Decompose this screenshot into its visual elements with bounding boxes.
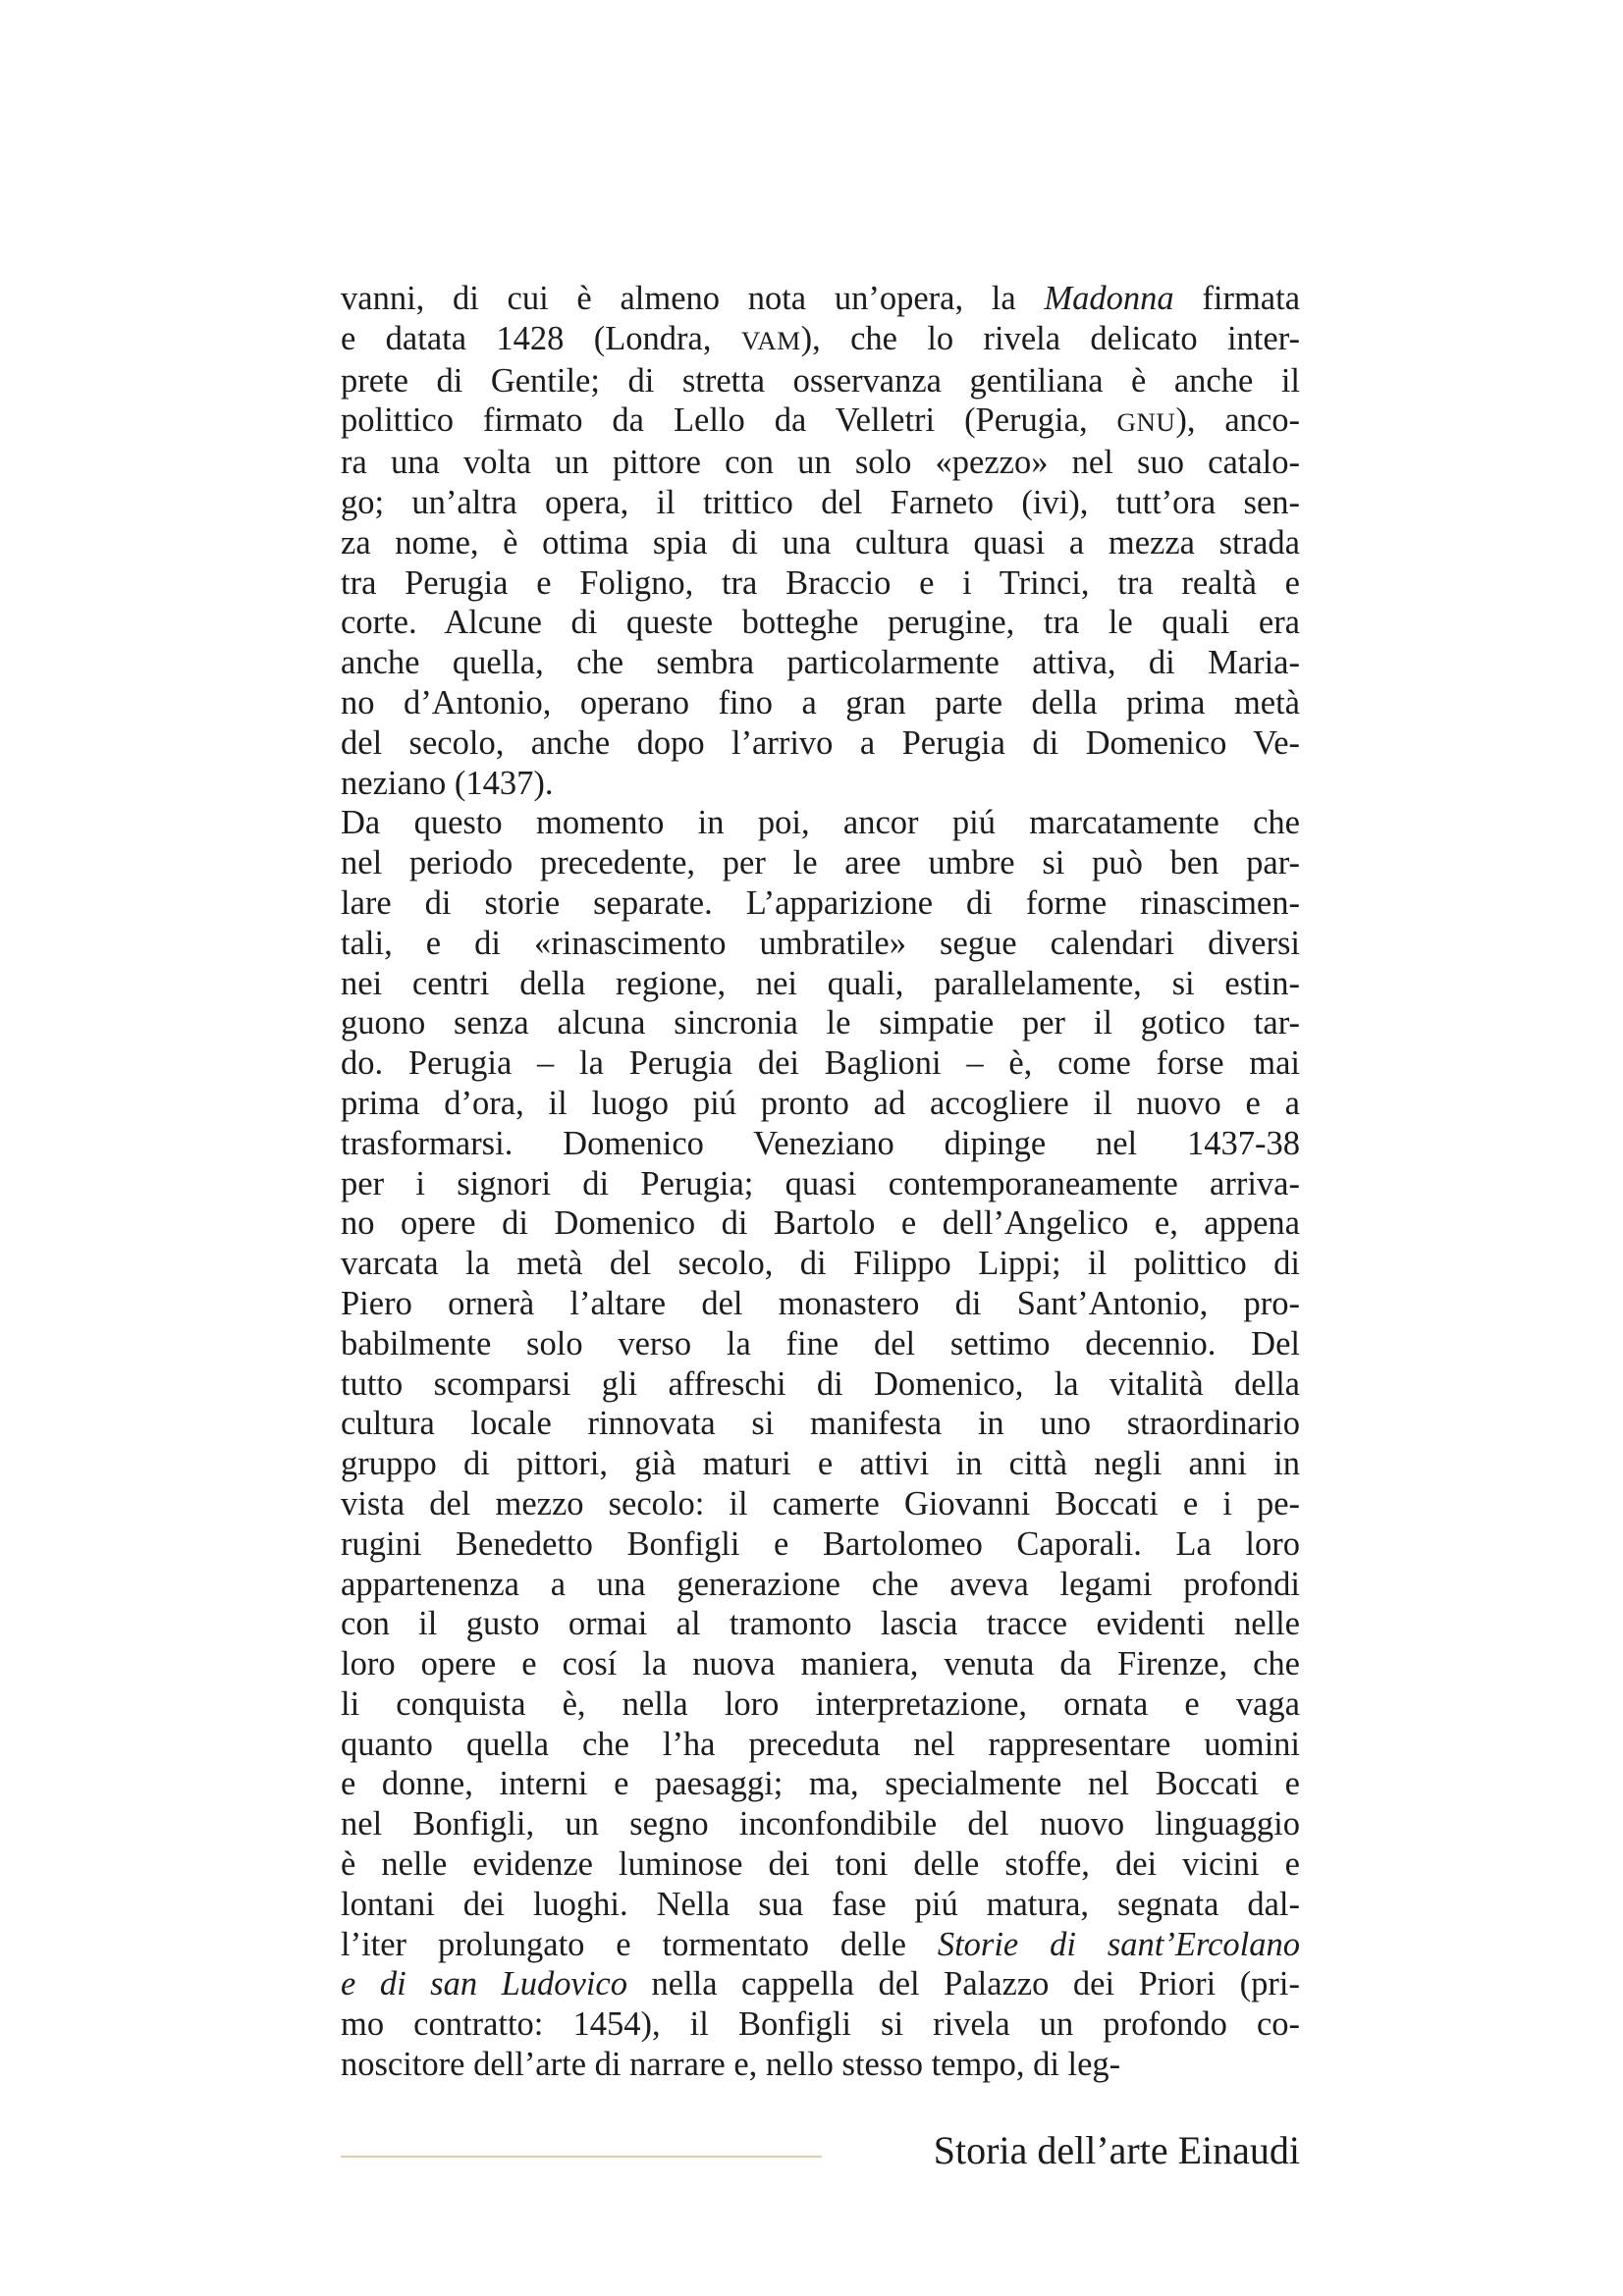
text-line: [341, 2004, 1300, 2045]
small-caps-text: GNU: [1116, 407, 1176, 438]
italic-text: Madonna: [1044, 280, 1174, 317]
body-text: [341, 279, 1300, 2085]
text-line: [341, 964, 1300, 1004]
italic-text: e di san Ludovico: [341, 1965, 627, 2003]
text-run: za nome, è ottima spia di una cultura quasi a mezza strada: [341, 523, 1300, 561]
text-run: anche quella, che sembra particolarmente attiva, di Maria-: [341, 644, 1300, 682]
text-run: tutto scomparsi gli affreschi di Domenico, la vitalità della: [341, 1364, 1300, 1403]
text-run: appartenenza a una generazione che aveva legami profondi: [341, 1565, 1300, 1603]
text-run: varcata la metà del secolo, di Filippo Lippi; il polittico di: [341, 1245, 1300, 1283]
text-line: [341, 1284, 1300, 1324]
text-run: quanto quella che l’ha preceduta nel rappresentare uomini: [341, 1725, 1300, 1763]
text-line: [341, 723, 1300, 764]
text-line: [341, 1324, 1300, 1364]
text-line: [341, 1043, 1300, 1084]
text-run: go; un’altra opera, il trittico del Farneto (ivi), tutt’ora sen-: [341, 483, 1300, 521]
text-run: guono senza alcuna sincronia le simpatie per il gotico tar-: [341, 1004, 1300, 1042]
text-run: l’iter prolungato e tormentato delle: [341, 1925, 938, 1963]
text-run: no opere di Domenico di Bartolo e dell’Angelico e, appena: [341, 1204, 1300, 1243]
text-run: prima d’ora, il luogo piú pronto ad accogliere il nuovo e a: [341, 1084, 1300, 1122]
text-run: Piero ornerà l’altare del monastero di Sant’Antonio, pro-: [341, 1284, 1300, 1322]
text-run: firmata: [1173, 280, 1301, 317]
text-run: per i signori di Perugia; quasi contemporaneamente arriva-: [341, 1164, 1300, 1202]
text-run: rugini Benedetto Bonfigli e Bartolomeo Caporali. La loro: [341, 1524, 1300, 1563]
text-line: [341, 1885, 1300, 1925]
text-line: [341, 924, 1300, 964]
text-line: [341, 1444, 1300, 1484]
text-line: [341, 443, 1300, 483]
text-run: nei centri della regione, nei quali, parallelamente, si estin-: [341, 964, 1300, 1002]
text-line: [341, 483, 1300, 523]
text-line: [341, 1684, 1300, 1725]
text-line: [341, 883, 1300, 924]
text-run: prete di Gentile; di stretta osservanza gentiliana è anche il: [341, 361, 1300, 400]
text-run: corte. Alcune di queste botteghe perugine, tra le quali era: [341, 604, 1300, 642]
text-run: no d’Antonio, operano fino a gran parte della prima metà: [341, 683, 1300, 721]
text-run: ra una volta un pittore con un solo «pezzo» nel suo catalo-: [341, 444, 1300, 482]
text-run: del secolo, anche dopo l’arrivo a Perugia di Domenico Ve-: [341, 723, 1300, 762]
text-run: gruppo di pittori, già maturi e attivi in città negli anni in: [341, 1445, 1300, 1483]
text-line: [341, 279, 1300, 319]
text-line: [341, 400, 1300, 443]
text-run: noscitore dell’arte di narrare e, nello stesso tempo, di leg-: [341, 2046, 1121, 2084]
text-line: [341, 643, 1300, 683]
text-line: [341, 1124, 1300, 1164]
text-run: li conquista è, nella loro interpretazione, ornata e vaga: [341, 1684, 1300, 1723]
text-line: [341, 764, 1300, 804]
text-line: [341, 319, 1300, 361]
text-run: neziano (1437).: [341, 764, 554, 802]
text-line: [341, 843, 1300, 883]
text-run: nella cappella del Palazzo dei Priori (pri-: [627, 1965, 1300, 2003]
text-run: Da questo momento in poi, ancor piú marcatamente che: [341, 804, 1300, 842]
text-line: [341, 1203, 1300, 1244]
text-line: [341, 803, 1300, 843]
text-line: [341, 1084, 1300, 1124]
text-line: [341, 1364, 1300, 1405]
text-line: [341, 1244, 1300, 1284]
small-caps-text: VAM: [740, 325, 801, 355]
text-line: [341, 1725, 1300, 1765]
text-run: tra Perugia e Foligno, tra Braccio e i Trinci, tra realtà e: [341, 563, 1300, 602]
text-run: do. Perugia – la Perugia dei Baglioni – è, come forse mai: [341, 1044, 1300, 1083]
text-run: nel periodo precedente, per le aree umbre si può ben par-: [341, 844, 1300, 882]
text-line: [341, 523, 1300, 563]
text-run: nel Bonfigli, un segno inconfondibile del nuovo linguaggio: [341, 1805, 1300, 1843]
text-line: [341, 1925, 1300, 1965]
text-run: e datata 1428 (Londra,: [341, 319, 741, 357]
text-run: polittico firmato da Lello da Velletri (Perugia,: [341, 401, 1117, 440]
text-line: [341, 1804, 1300, 1844]
footer-rule: [341, 2156, 822, 2158]
footer-title: Storia dell’arte Einaudi: [933, 2128, 1300, 2172]
text-run: ), che lo rivela delicato inter-: [800, 319, 1300, 357]
text-run: ), anco-: [1175, 401, 1301, 440]
text-line: [341, 1404, 1300, 1444]
text-run: vanni, di cui è almeno nota un’opera, la: [341, 280, 1045, 317]
text-run: babilmente solo verso la fine del settimo decennio. Del: [341, 1324, 1300, 1362]
italic-text: Storie di sant’Ercolano: [937, 1925, 1300, 1963]
text-line: [341, 1964, 1300, 2004]
text-line: [341, 1644, 1300, 1684]
text-line: [341, 1764, 1300, 1804]
text-run: e donne, interni e paesaggi; ma, specialmente nel Boccati e: [341, 1765, 1300, 1803]
text-run: è nelle evidenze luminose dei toni delle stoffe, dei vicini e: [341, 1845, 1300, 1884]
text-run: loro opere e cosí la nuova maniera, venuta da Firenze, che: [341, 1645, 1300, 1683]
text-line: [341, 1484, 1300, 1524]
text-line: [341, 1164, 1300, 1204]
text-run: trasformarsi. Domenico Veneziano dipinge nel 1437-38: [341, 1124, 1300, 1162]
text-run: vista del mezzo secolo: il camerte Giovanni Boccati e i pe-: [341, 1484, 1300, 1522]
text-line: [341, 2045, 1300, 2085]
text-run: con il gusto ormai al tramonto lascia tracce evidenti nelle: [341, 1605, 1300, 1643]
text-line: [341, 1604, 1300, 1644]
text-line: [341, 1524, 1300, 1565]
text-line: [341, 563, 1300, 604]
text-line: [341, 1003, 1300, 1043]
text-run: cultura locale rinnovata si manifesta in uno straordinario: [341, 1405, 1300, 1443]
text-run: mo contratto: 1454), il Bonfigli si rivela un profondo co-: [341, 2005, 1300, 2044]
text-line: [341, 1565, 1300, 1605]
text-line: [341, 683, 1300, 723]
text-run: lare di storie separate. L’apparizione di forme rinascimen-: [341, 883, 1300, 922]
text-line: [341, 603, 1300, 643]
text-run: tali, e di «rinascimento umbratile» segue calendari diversi: [341, 924, 1300, 962]
text-line: [341, 1844, 1300, 1885]
text-line: [341, 361, 1300, 401]
text-run: lontani dei luoghi. Nella sua fase piú matura, segnata dal-: [341, 1885, 1300, 1923]
